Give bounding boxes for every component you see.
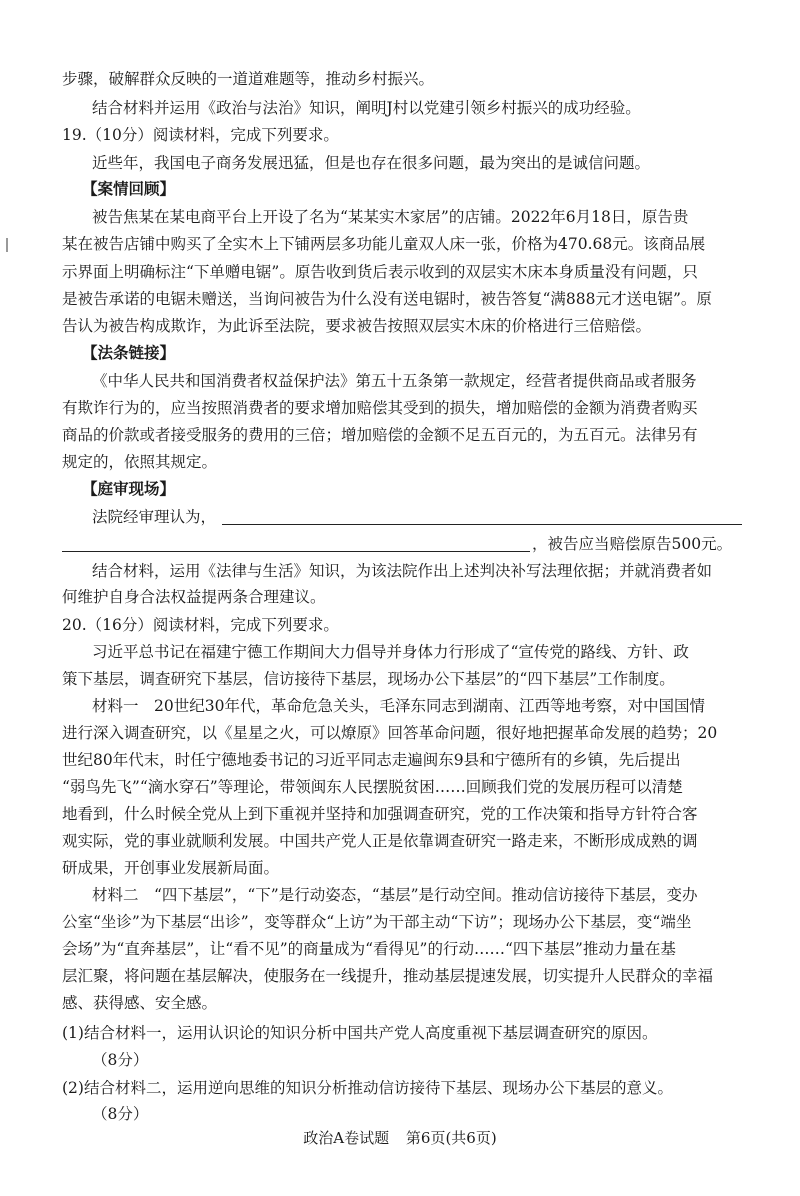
- text-line: 地看到，什么时候全党从上到下重视并坚持和加强调查研究，党的工作决策和指导方针符合客: [62, 805, 698, 823]
- footer-subject: 政治A卷试题: [303, 1129, 390, 1147]
- text-line: 研成果，开创事业发展新局面。: [62, 859, 280, 877]
- sub-question-1: (1)结合材料一，运用认识论的知识分析中国共产党人高度重视下基层调查研究的原因。: [62, 1024, 658, 1042]
- text-line: 某在被告店铺中购买了全实木上下铺两层多功能儿童双人床一张，价格为470.68元。该商品展: [62, 235, 706, 253]
- text-line: 习近平总书记在福建宁德工作期间大力倡导并身体力行形成了“宣传党的路线、方针、政: [92, 643, 689, 661]
- material-1-line: 材料一 20世纪30年代，革命危急关头，毛泽东同志到湖南、江西等地考察，对中国国情: [92, 697, 705, 715]
- text-line: 策下基层，调查研究下基层，信访接待下基层，现场办公下基层”的“四下基层”工作制度。: [62, 670, 675, 688]
- text-line: 告认为被告构成欺诈，为此诉至法院，要求被告按照双层实木床的价格进行三倍赔偿。: [62, 317, 652, 335]
- sub-question-1-score: （8分）: [92, 1051, 149, 1069]
- sub-question-2: (2)结合材料二，运用逆向思维的知识分析推动信访接待下基层、现场办公下基层的意义。: [62, 1079, 673, 1097]
- text-line: “弱鸟先飞”“滴水穿石”等理论，带领闽东人民摆脱贫困……回顾我们党的发展历程可以清楚: [62, 778, 683, 796]
- section-heading-case-review: 【案情回顾】: [82, 179, 176, 198]
- text-line: 结合材料，运用《法律与生活》知识，为该法院作出上述判决补写法理依据；并就消费者如: [92, 562, 713, 580]
- text-line: 何维护自身合法权益提两条合理建议。: [62, 588, 326, 606]
- page-footer: [0, 1128, 800, 1148]
- section-heading-law-link: 【法条链接】: [82, 343, 176, 362]
- text-line: 会场”为“直奔基层”，让“看不见”的商量成为“看得见”的行动……“四下基层”推动力量在基: [62, 940, 676, 958]
- text-line: 示界面上明确标注“下单赠电锯”。原告收到货后表示收到的双层实木床本身质量没有问题，只: [62, 263, 698, 281]
- answer-blank-line[interactable]: [222, 524, 742, 525]
- text-line: 《中华人民共和国消费者权益保护法》第五十五条第一款规定，经营者提供商品或者服务: [92, 372, 697, 390]
- text-line: 是被告承诺的电锯未赠送，当询问被告为什么没有送电锯时，被告答复“满888元才送电锯”。原: [62, 290, 712, 308]
- answer-blank-line[interactable]: [62, 551, 530, 552]
- text-line: 有欺诈行为的，应当按照消费者的要求增加赔偿其受到的损失，增加赔偿的金额为消费者购买: [62, 399, 698, 417]
- question-19-heading: 19.（10分）阅读材料，完成下列要求。: [62, 126, 339, 144]
- material-2-line: 材料二 “四下基层”，“下”是行动姿态，“基层”是行动空间。推动信访接待下基层，变办: [92, 886, 698, 904]
- text-line: 世纪80年代末，时任宁德地委书记的习近平同志走遍闽东9县和宁德所有的乡镇，先后提出: [62, 751, 681, 769]
- text-line: 近些年，我国电子商务发展迅猛，但是也存在很多问题，最为突出的是诚信问题。: [92, 154, 651, 172]
- text-line: 步骤，破解群众反映的一道道难题等，推动乡村振兴。: [62, 70, 435, 88]
- text-line: 法院经审理认为，: [92, 508, 217, 526]
- footer-page-number: 第6页(共6页): [405, 1129, 497, 1147]
- text-line: 感、获得感、安全感。: [62, 994, 218, 1012]
- text-line: 公室“坐诊”为下基层“出诊”，变等群众“上访”为干部主动“下访”；现场办公下基层，变“端坐: [62, 913, 692, 931]
- text-line: 观实际，党的事业就顺利发展。中国共产党人正是依靠调查研究一路走来，不断形成成熟的调: [62, 832, 698, 850]
- binding-margin-mark: [6, 238, 8, 252]
- text-line: ，被告应当赔偿原告500元。: [532, 535, 733, 553]
- text-line: 被告焦某在某电商平台上开设了名为“某某实木家居”的店铺。2022年6月18日，原告贵: [92, 208, 689, 226]
- text-line: 层汇聚，将问题在基层解决，使服务在一线提升，推动基层提速发展，切实提升人民群众的幸福: [62, 967, 714, 985]
- text-line: 结合材料并运用《政治与法治》知识，阐明J村以党建引领乡村振兴的成功经验。: [92, 99, 641, 117]
- question-20-heading: 20.（16分）阅读材料，完成下列要求。: [62, 616, 339, 634]
- text-line: 商品的价款或者接受服务的费用的三倍；增加赔偿的金额不足五百元的，为五百元。法律另有: [62, 426, 698, 444]
- text-line: 进行深入调查研究，以《星星之火，可以燎原》回答革命问题，很好地把握革命发展的趋势；20: [62, 724, 718, 742]
- text-line: 规定的，依照其规定。: [62, 453, 218, 471]
- sub-question-2-score: （8分）: [92, 1105, 149, 1123]
- section-heading-court-scene: 【庭审现场】: [82, 479, 176, 498]
